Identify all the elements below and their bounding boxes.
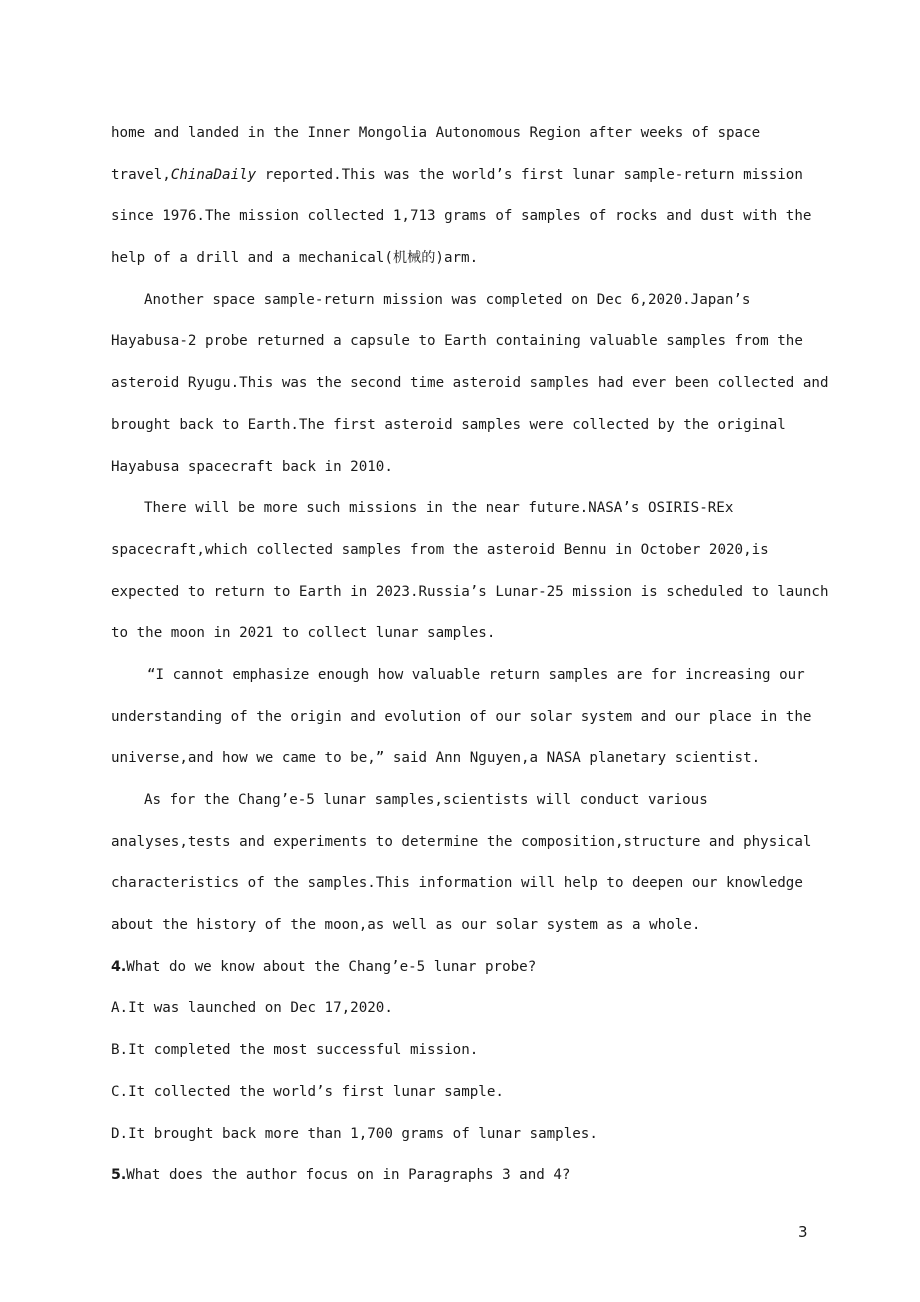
paragraph-6-line-2: analyses,tests and experiments to determine the composition,structure and physical xyxy=(111,833,812,850)
paragraph-4-line-3: expected to return to Earth in 2023.Russia’s Lunar-25 mission is scheduled to launch xyxy=(111,583,829,600)
question-4-option-a: A.It was launched on Dec 17,2020. xyxy=(111,1000,393,1017)
paragraph-2-line-3: since 1976.The mission collected 1,713 grams of samples of rocks and dust with the xyxy=(111,208,812,225)
question-5-number: 5. xyxy=(111,1167,127,1184)
paragraph-6-line-3: characteristics of the samples.This information will help to deepen our knowledge xyxy=(111,875,803,892)
paragraph-4-line-4: to the moon in 2021 to collect lunar samples. xyxy=(111,625,496,642)
paragraph-3-line-3: asteroid Ryugu.This was the second time asteroid samples had ever been collected and xyxy=(111,375,829,392)
paragraph-4-line-1: There will be more such missions in the near future.NASA’s OSIRIS-REx xyxy=(144,500,734,517)
question-4-option-d: D.It brought back more than 1,700 grams of lunar samples. xyxy=(111,1125,598,1142)
paragraph-2-line-2-start: travel, xyxy=(111,166,171,183)
page-number: 3 xyxy=(798,1223,808,1241)
question-4-number: 4. xyxy=(111,958,127,975)
paragraph-6-line-1: As for the Chang’e-5 lunar samples,scientists will conduct various xyxy=(144,792,708,808)
question-5 xyxy=(111,1159,811,1201)
paragraph-3-line-2: Hayabusa-2 probe returned a capsule to Earth containing valuable samples from the xyxy=(111,333,803,350)
paragraph-3-line-5: Hayabusa spacecraft back in 2010. xyxy=(111,458,393,475)
paragraph-5-line-1: “I cannot emphasize enough how valuable return samples are for increasing our xyxy=(147,666,805,683)
paragraph-2-line-2 xyxy=(111,159,811,201)
article-body xyxy=(111,117,829,1201)
paragraph-4-line-2: spacecraft,which collected samples from the asteroid Bennu in October 2020,is xyxy=(111,541,769,558)
question-4 xyxy=(111,951,811,993)
paragraph-6-line-4: about the history of the moon,as well as our solar system as a whole. xyxy=(111,917,701,934)
paragraph-2-line-2-end: reported.This was the world’s first lunar sample-return mission xyxy=(256,166,803,183)
paragraph-5-line-2: understanding of the origin and evolution of our solar system and our place in the xyxy=(111,708,812,725)
question-4-option-b: B.It completed the most successful mission. xyxy=(111,1042,479,1059)
paragraph-2-line-4: help of a drill and a mechanical(机械的)arm. xyxy=(111,250,479,267)
paragraph-5-line-3: universe,and how we came to be,” said Ann Nguyen,a NASA planetary scientist. xyxy=(111,750,761,767)
source-name: ChinaDaily xyxy=(170,166,257,183)
paragraph-2-line-1: home and landed in the Inner Mongolia Autonomous Region after weeks of space xyxy=(111,125,761,141)
question-5-text: What does the author focus on in Paragraphs 3 and 4? xyxy=(126,1167,571,1184)
paragraph-3-line-1: Another space sample-return mission was completed on Dec 6,2020.Japan’s xyxy=(144,291,751,308)
question-4-option-c: C.It collected the world’s first lunar sample. xyxy=(111,1083,504,1100)
question-4-text: What do we know about the Chang’e-5 lunar probe? xyxy=(126,958,537,975)
paragraph-3-line-4: brought back to Earth.The first asteroid samples were collected by the original xyxy=(111,416,786,433)
